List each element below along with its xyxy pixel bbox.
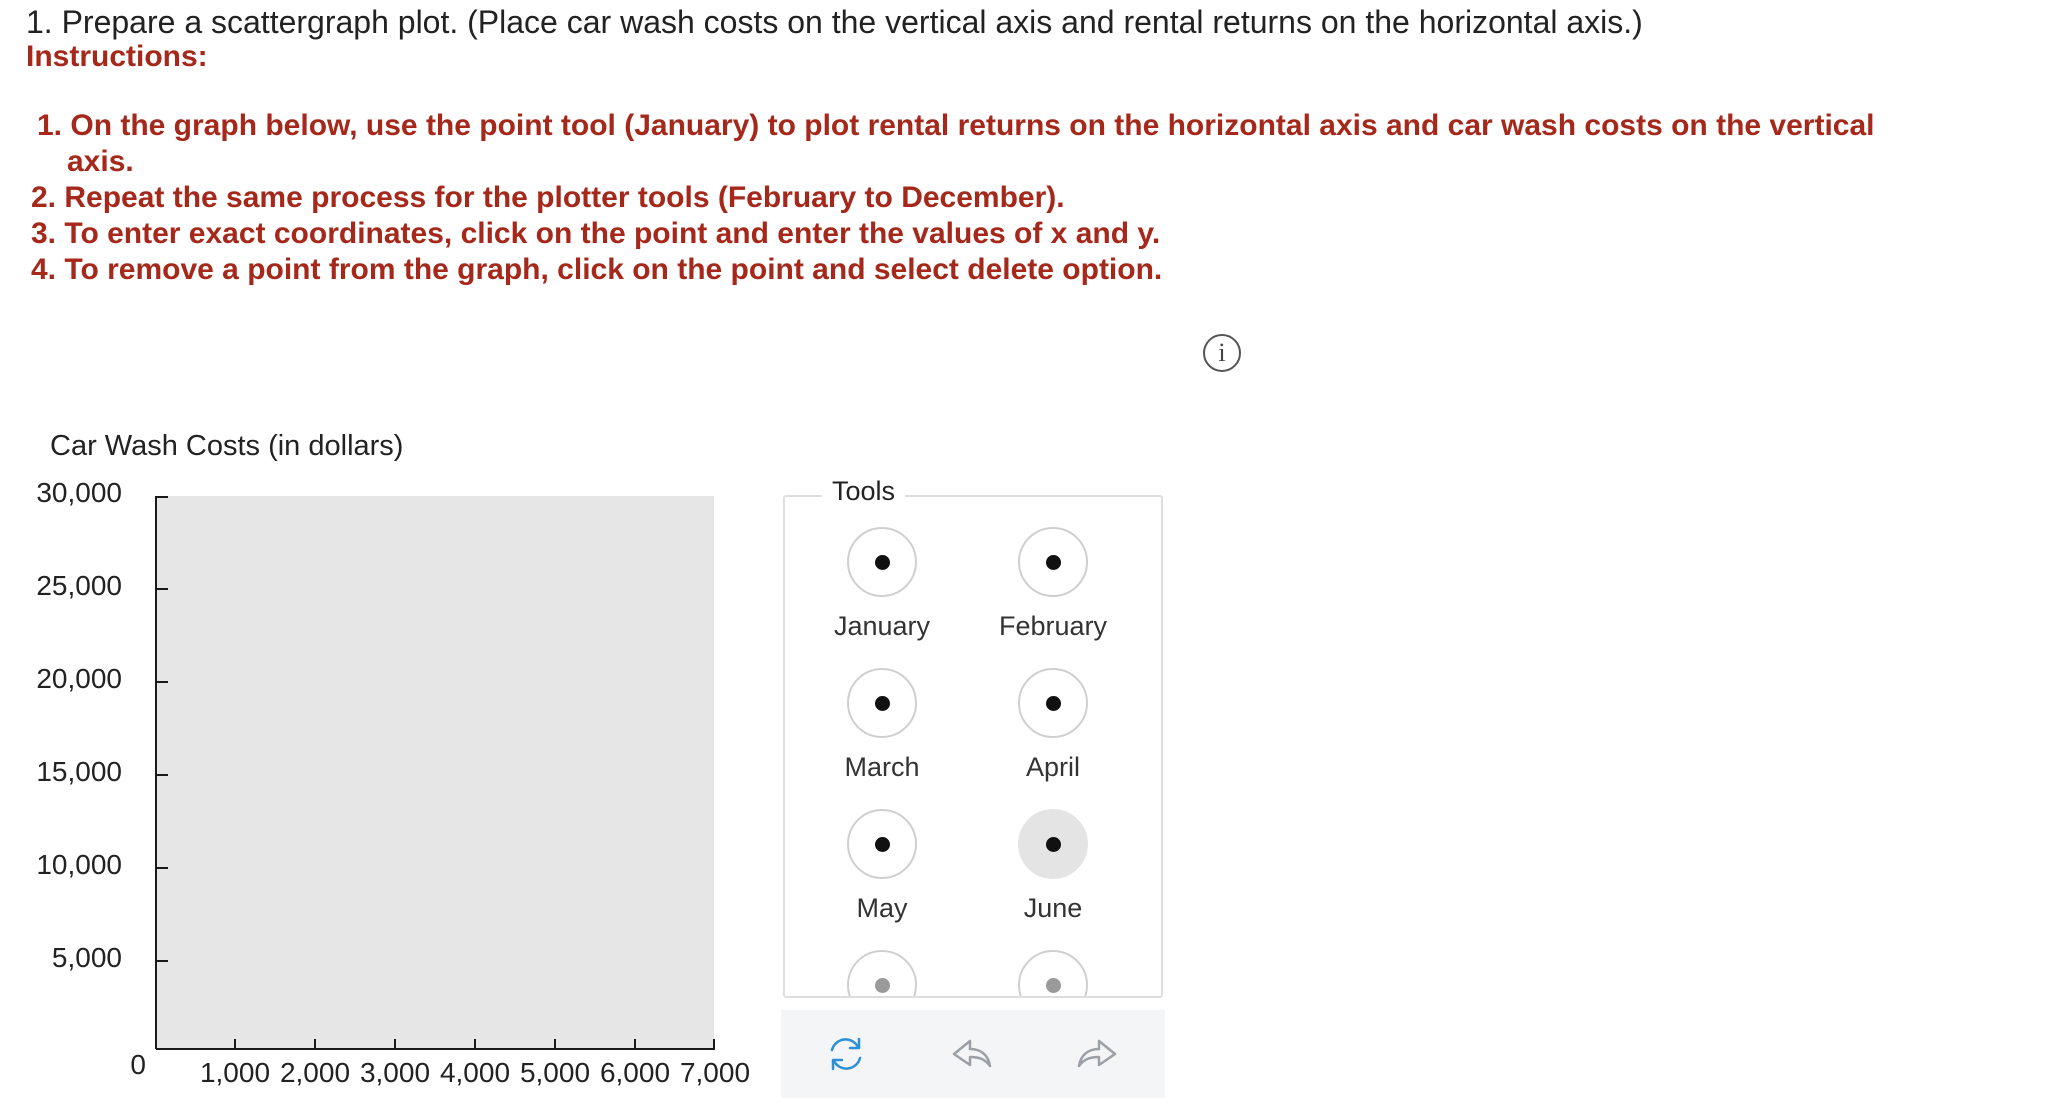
tool-february[interactable] [968,527,1138,642]
instruction-step-2: 2. Repeat the same process for the plotter tools (February to December). [31,181,1065,214]
instructions-heading: Instructions: [26,40,208,73]
tool-partial[interactable] [797,950,967,998]
y-axis-title: Car Wash Costs (in dollars) [50,430,404,462]
instruction-step-3: 3. To enter exact coordinates, click on the point and enter the values of x and y. [31,217,1161,250]
point-tool-button[interactable] [1018,668,1088,738]
y-tick-label: 15,000 [36,756,122,787]
point-dot-icon [1046,837,1061,852]
tool-label: May [856,893,908,923]
point-dot-icon [875,978,890,993]
tool-march[interactable] [797,668,967,783]
x-tick-label: 6,000 [599,1057,671,1088]
y-tick-label: 30,000 [36,477,122,508]
instruction-step-1-continued: axis. [67,145,134,178]
x-tick-label: 5,000 [519,1057,591,1088]
x-tick-label: 7,000 [679,1057,751,1088]
instruction-step-1: 1. On the graph below, use the point tool (January) to plot rental returns on the horizontal axis and car wash costs on the vertical [37,109,1875,142]
y-tick-label: 10,000 [36,849,122,880]
plot-area[interactable] [157,496,714,1048]
point-dot-icon [1046,978,1061,993]
undo-icon[interactable] [946,1028,998,1080]
x-tick-label: 3,000 [359,1057,431,1088]
y-tick-label: 20,000 [36,663,122,694]
tools-legend: Tools [822,476,905,507]
point-tool-button[interactable] [847,950,917,998]
point-dot-icon [1046,696,1061,711]
tools-panel [783,495,1163,998]
tool-january[interactable] [797,527,967,642]
tool-label: February [998,611,1108,641]
point-dot-icon [875,696,890,711]
point-tool-button[interactable] [847,668,917,738]
point-tool-button-selected[interactable] [1018,809,1088,879]
tool-label: April [1025,752,1080,782]
x-tick-label: 2,000 [279,1057,351,1088]
point-dot-icon [875,837,890,852]
question-text: 1. Prepare a scattergraph plot. (Place car wash costs on the vertical axis and rental returns on the horizontal axis.) [26,4,1643,40]
tool-partial[interactable] [968,950,1138,998]
x-tick-label: 1,000 [199,1057,271,1088]
point-dot-icon [875,555,890,570]
origin-label: 0 [130,1049,146,1080]
refresh-icon[interactable] [820,1028,872,1080]
graph-toolbar [781,1010,1165,1098]
point-tool-button[interactable] [1018,527,1088,597]
instruction-step-4: 4. To remove a point from the graph, click on the point and select delete option. [31,253,1163,286]
y-tick-label: 5,000 [51,942,122,973]
y-tick-label: 25,000 [36,570,122,601]
tool-label: January [833,611,931,641]
info-icon[interactable]: i [1203,334,1241,372]
x-tick-label: 4,000 [439,1057,511,1088]
tool-label: March [844,752,920,782]
point-tool-button[interactable] [847,527,917,597]
tool-label: June [1023,893,1083,923]
point-tool-button[interactable] [847,809,917,879]
tool-june[interactable] [968,809,1138,924]
tool-may[interactable] [797,809,967,924]
tool-april[interactable] [968,668,1138,783]
redo-icon[interactable] [1071,1028,1123,1080]
point-tool-button[interactable] [1018,950,1088,998]
point-dot-icon [1046,555,1061,570]
